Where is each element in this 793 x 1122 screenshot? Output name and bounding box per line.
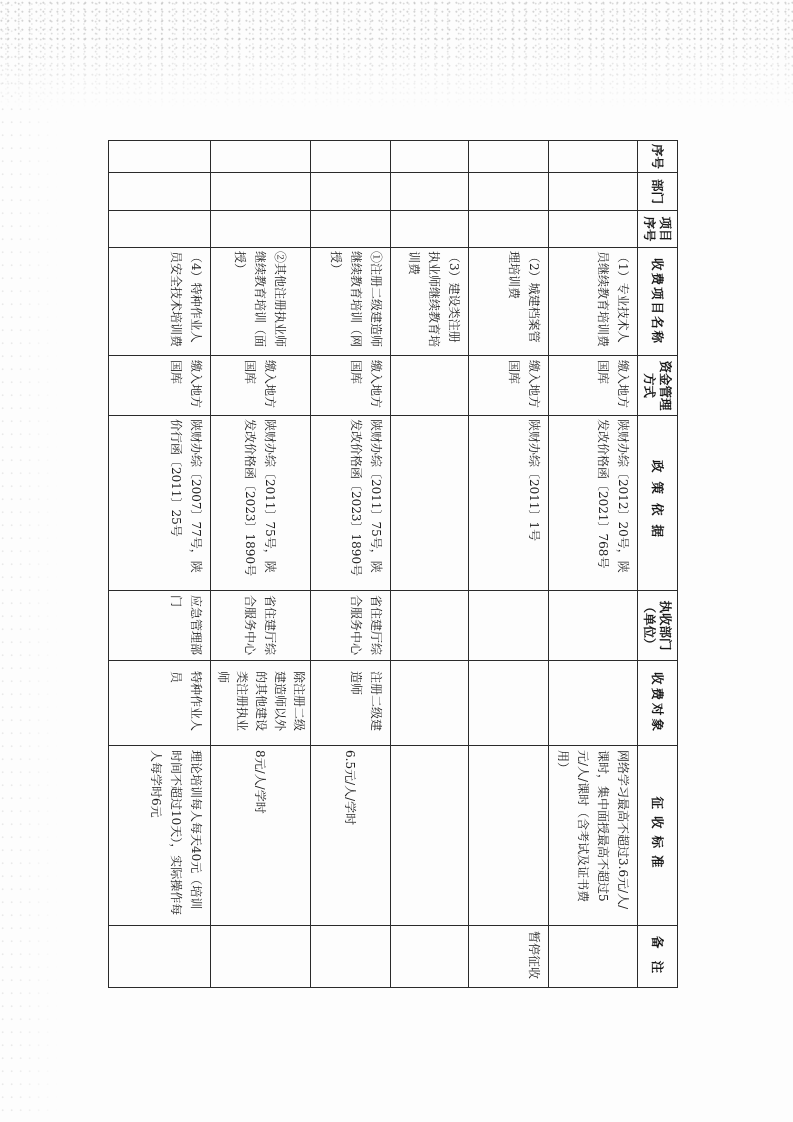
cell-collecting-dept: 省住建厅综合服务中心	[311, 591, 391, 661]
cell-fund-management: 缴入地方国库	[311, 356, 391, 416]
fee-table	[108, 140, 678, 988]
header-collecting-dept-line1: 执收部门	[658, 600, 674, 651]
cell-collection-standard: 网络学习最高不超过3.6元/人/课时，集中面授最高不超过5元/人/课时（含考试及证书费用）	[549, 746, 638, 926]
cell-collecting-dept	[391, 591, 469, 661]
scan-speckle-top	[0, 0, 793, 110]
cell-seq	[469, 141, 549, 173]
header-dept: 部门	[638, 173, 678, 211]
cell-seq	[311, 141, 391, 173]
cell-collection-standard	[469, 746, 549, 926]
cell-collection-standard: 6.5元/人/学时	[311, 746, 391, 926]
cell-item-no	[211, 211, 311, 248]
cell-remark	[311, 926, 391, 988]
table-row	[549, 141, 638, 988]
cell-policy-basis: 陕财办综〔2007〕77号，陕价行函〔2011〕25号	[109, 416, 211, 591]
header-item-no	[638, 211, 678, 248]
header-policy-basis: 政策依据	[638, 416, 678, 591]
cell-seq	[549, 141, 638, 173]
cell-item-no	[469, 211, 549, 248]
table-row	[211, 141, 311, 988]
cell-fund-management: 缴入地方国库	[549, 356, 638, 416]
cell-item-no	[109, 211, 211, 248]
cell-dept	[311, 173, 391, 211]
table-row	[469, 141, 549, 988]
header-remark: 备 注	[638, 926, 678, 988]
cell-policy-basis: 陕财办综〔2011〕1号	[469, 416, 549, 591]
cell-policy-basis	[391, 416, 469, 591]
cell-fee-item-name: ①注册二级建造师继续教育培训（网授）	[311, 248, 391, 356]
cell-fee-target: 特种作业人员	[109, 661, 211, 746]
cell-collecting-dept	[469, 591, 549, 661]
cell-remark	[391, 926, 469, 988]
table-row	[311, 141, 391, 988]
cell-dept	[391, 173, 469, 211]
header-fund-management	[638, 356, 678, 416]
cell-fee-target: 注册二级建造师	[311, 661, 391, 746]
header-fee-target: 收费对象	[638, 661, 678, 746]
cell-item-no	[311, 211, 391, 248]
cell-remark: 暂停征收	[469, 926, 549, 988]
header-collecting-dept-line2: （单位）	[642, 600, 658, 651]
header-seq: 序号	[638, 141, 678, 173]
header-row	[638, 141, 678, 988]
cell-dept	[469, 173, 549, 211]
cell-dept	[211, 173, 311, 211]
cell-policy-basis: 陕财办综〔2011〕75号，陕发改价格函〔2023〕1890号	[311, 416, 391, 591]
header-item-no-line1: 项目	[658, 216, 674, 242]
rotated-table-container	[118, 140, 678, 987]
cell-collection-standard	[391, 746, 469, 926]
cell-policy-basis: 陕财办综〔2011〕75号，陕发改价格函〔2023〕1890号	[211, 416, 311, 591]
cell-dept	[549, 173, 638, 211]
cell-fee-item-name: （3）建设类注册执业师继续教育培训费	[391, 248, 469, 356]
cell-fund-management	[391, 356, 469, 416]
cell-collecting-dept: 应急管理部门	[109, 591, 211, 661]
header-collection-standard: 征收标准	[638, 746, 678, 926]
header-collecting-dept	[638, 591, 678, 661]
cell-fee-target: 除注册二级建造师以外的其他建设类注册执业师	[211, 661, 311, 746]
cell-remark	[211, 926, 311, 988]
cell-collection-standard: 理论培训每人每天40元（培训时间不超过10天），实际操作每人每学时6元	[109, 746, 211, 926]
header-fund-management-line1: 资金管理	[658, 360, 674, 411]
cell-fee-item-name: （2）城建档案管理培训费	[469, 248, 549, 356]
cell-fund-management: 缴入地方国库	[469, 356, 549, 416]
cell-fee-target	[549, 661, 638, 746]
scan-speckle-left	[0, 0, 60, 1122]
cell-seq	[391, 141, 469, 173]
cell-remark	[109, 926, 211, 988]
header-fund-management-line2: 方式	[642, 372, 658, 398]
header-fee-item-name: 收费项目名称	[638, 248, 678, 356]
cell-fee-item-name: ②其他注册执业师继续教育培训（面授）	[211, 248, 311, 356]
cell-fund-management: 缴入地方国库	[211, 356, 311, 416]
cell-seq	[109, 141, 211, 173]
table-row	[391, 141, 469, 988]
cell-collecting-dept: 省住建厅综合服务中心	[211, 591, 311, 661]
cell-fee-target	[469, 661, 549, 746]
cell-item-no	[391, 211, 469, 248]
cell-item-no	[549, 211, 638, 248]
cell-fee-item-name: （1）专业技术人员继续教育培训费	[549, 248, 638, 356]
cell-fund-management: 缴入地方国库	[109, 356, 211, 416]
cell-seq	[211, 141, 311, 173]
cell-collecting-dept	[549, 591, 638, 661]
cell-remark	[549, 926, 638, 988]
cell-fee-item-name: （4）特种作业人员安全技术培训费	[109, 248, 211, 356]
header-item-no-line2: 序号	[642, 216, 658, 242]
cell-dept	[109, 173, 211, 211]
cell-fee-target	[391, 661, 469, 746]
cell-policy-basis: 陕财办综〔2012〕20号，陕发改价格函〔2021〕768号	[549, 416, 638, 591]
table-row	[109, 141, 211, 988]
cell-collection-standard: 8元/人/学时	[211, 746, 311, 926]
